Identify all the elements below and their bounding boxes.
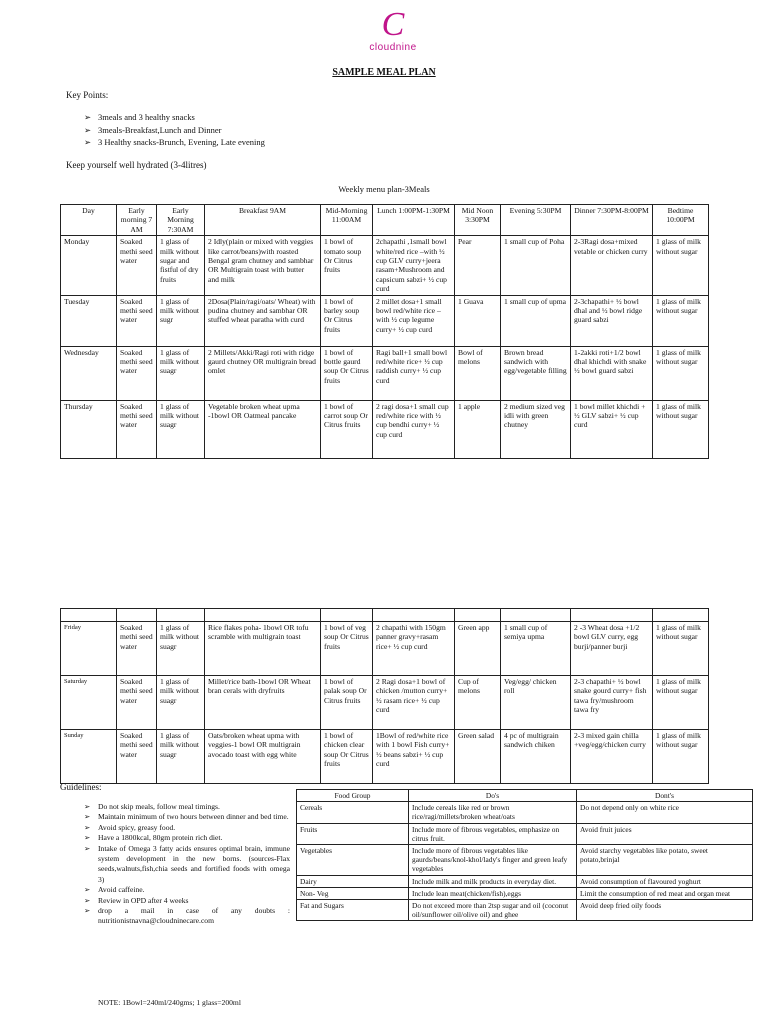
arrow-bullet-icon: ➢ bbox=[84, 137, 92, 147]
list-item bbox=[84, 124, 265, 137]
table-row bbox=[61, 622, 709, 676]
table-cell: Cup of melons bbox=[455, 676, 501, 730]
dos-donts-table bbox=[296, 789, 753, 921]
table-row bbox=[61, 346, 709, 400]
table-cell: 1 glass of milk without sugar bbox=[653, 730, 709, 784]
list-item bbox=[84, 111, 265, 124]
empty-cell bbox=[117, 609, 157, 622]
arrow-bullet-icon: ➢ bbox=[84, 843, 91, 853]
table-cell: 2-3 chapathi+ ½ bowl snake gourd curry+ fish tawa fry/mushroom tawa fry bbox=[571, 676, 653, 730]
table-header-row bbox=[61, 205, 709, 236]
empty-cell bbox=[157, 609, 205, 622]
arrow-bullet-icon: ➢ bbox=[84, 822, 91, 832]
cloudnine-logo bbox=[348, 8, 438, 53]
table-cell: Avoid deep fried oily foods bbox=[577, 900, 753, 921]
weekly-menu-title: Weekly menu plan-3Meals bbox=[338, 184, 430, 194]
table-cell: Friday bbox=[61, 622, 117, 676]
dos-body bbox=[297, 802, 753, 921]
table-cell: 1 Guava bbox=[455, 295, 501, 346]
table-cell: 2 Ragi dosa+1 bowl of chicken /mutton curry+ ½ rasam rice+ ½ cup curd bbox=[373, 676, 455, 730]
table-cell: 2-3 mixed gain chilla +veg/egg/chicken curry bbox=[571, 730, 653, 784]
table-cell: Avoid consumption of flavoured yoghurt bbox=[577, 875, 753, 887]
table-cell: Avoid starchy vegetables like potato, sweet potato,brinjal bbox=[577, 845, 753, 876]
header-early-morning-7am: Early morning 7 AM bbox=[117, 205, 157, 236]
table-cell: 1 glass of milk without sugar bbox=[653, 236, 709, 295]
table-cell: 1 glass of milk without suagr bbox=[157, 346, 205, 400]
list-item bbox=[84, 136, 265, 149]
table-cell: 2chapathi ,1small bowl white/red rice –with ½ cup GLV curry+jeera rasam+Mushroom and capsicum sabzi+ ½ cup curd bbox=[373, 236, 455, 295]
table-cell: 1 small cup of Poha bbox=[501, 236, 571, 295]
table-cell: Vegetables bbox=[297, 845, 409, 876]
table-cell: 2 millet dosa+1 small bowl red/white rice – with ½ cup legume curry+ ½ cup curd bbox=[373, 295, 455, 346]
table-cell: 1 glass of milk without suagr bbox=[157, 676, 205, 730]
table-row bbox=[297, 875, 753, 887]
table-cell: 1Bowl of red/white rice with 1 bowl Fish curry+ ½ beans sabzi+ ½ cup curd bbox=[373, 730, 455, 784]
table-cell: Soaked methi seed water bbox=[117, 236, 157, 295]
arrow-bullet-icon: ➢ bbox=[84, 906, 91, 916]
table-cell: Saturday bbox=[61, 676, 117, 730]
guideline-text: Maintain minimum of two hours between dinner and bed time. bbox=[98, 812, 289, 822]
measurement-note: NOTE: 1Bowl=240ml/240gms; 1 glass=200ml bbox=[98, 998, 241, 1007]
list-item bbox=[84, 896, 290, 906]
header-evening: Evening 5:30PM bbox=[501, 205, 571, 236]
table-cell: Include more of fibrous vegetables like gaurds/beans/knol-khol/lady's finger and green leafy vegetables bbox=[409, 845, 577, 876]
header-dos: Do's bbox=[409, 790, 577, 802]
week1-body bbox=[61, 236, 709, 458]
table-row bbox=[297, 900, 753, 921]
table-cell: Veg/egg/ chicken roll bbox=[501, 676, 571, 730]
table-row bbox=[61, 400, 709, 458]
table-cell: Soaked methi seed water bbox=[117, 622, 157, 676]
guidelines-heading: Guidelines: bbox=[60, 782, 102, 792]
empty-header-row bbox=[61, 609, 709, 622]
table-cell: 1 bowl of bottle gaurd soup Or Citrus fruits bbox=[321, 346, 373, 400]
table-cell: Include lean meat(chicken/fish),eggs bbox=[409, 887, 577, 899]
table-row bbox=[61, 236, 709, 295]
empty-cell bbox=[455, 609, 501, 622]
guideline-text: Avoid spicy, greasy food. bbox=[98, 822, 176, 832]
hydration-note: Keep yourself well hydrated (3-4litres) bbox=[66, 160, 207, 170]
header-mid-morning: Mid-Morning 11:00AM bbox=[321, 205, 373, 236]
table-cell: Green app bbox=[455, 622, 501, 676]
page-title: SAMPLE MEAL PLAN bbox=[332, 67, 436, 78]
table-cell: 1 small cup of upma bbox=[501, 295, 571, 346]
logo-mark: C bbox=[381, 6, 405, 43]
table-row bbox=[297, 887, 753, 899]
table-cell: Soaked methi seed water bbox=[117, 346, 157, 400]
guideline-text: Avoid caffeine. bbox=[98, 885, 145, 895]
table-cell: 2-3chapathi+ ½ bowl dhal and ½ bowl ridge guard sabzi bbox=[571, 295, 653, 346]
arrow-bullet-icon: ➢ bbox=[84, 124, 92, 135]
table-cell: Bowl of melons bbox=[455, 346, 501, 400]
logo-text: cloudnine bbox=[369, 42, 417, 53]
table-cell: 2Dosa(Plain/ragi/oats/ Wheat) with pudina chutney and sambhar OR stuffed wheat paratha with curd bbox=[205, 295, 321, 346]
table-cell: 1 apple bbox=[455, 400, 501, 458]
table-row bbox=[297, 802, 753, 823]
table-cell: 1 glass of milk without suagr bbox=[157, 400, 205, 458]
arrow-bullet-icon: ➢ bbox=[84, 112, 92, 122]
guideline-text: Intake of Omega 3 fatty acids ensures optimal brain, immune system development in the new borns. (sources-Flax seeds,walnuts,fish,chia seeds and fortified foods with omega 3) bbox=[98, 843, 290, 884]
table-cell: Thursday bbox=[61, 400, 117, 458]
header-breakfast: Breakfast 9AM bbox=[205, 205, 321, 236]
table-row bbox=[297, 845, 753, 876]
table-cell: Limit the consumption of red meat and organ meat bbox=[577, 887, 753, 899]
arrow-bullet-icon: ➢ bbox=[84, 885, 91, 895]
table-cell: 1 bowl millet khichdi + ½ GLV sabzi+ ½ cup curd bbox=[571, 400, 653, 458]
header-early-morning-730am: Early Morning 7:30AM bbox=[157, 205, 205, 236]
table-cell: 1 bowl of carrot soup Or Citrus fruits bbox=[321, 400, 373, 458]
table-cell: Soaked methi seed water bbox=[117, 676, 157, 730]
table-cell: Include more of fibrous vegetables, emphasize on citrus fruit. bbox=[409, 823, 577, 844]
table-cell: 1 glass of milk without sugar bbox=[653, 400, 709, 458]
table-cell: 2-3Ragi dosa+mixed vetable or chicken curry bbox=[571, 236, 653, 295]
guideline-text: Do not skip meals, follow meal timings. bbox=[98, 802, 220, 811]
table-cell: 1 glass of milk without sugr bbox=[157, 295, 205, 346]
table-cell: Ragi ball+1 small bowl red/white rice+ ½ cup raddish curry+ ½ cup curd bbox=[373, 346, 455, 400]
empty-cell bbox=[205, 609, 321, 622]
key-points-heading: Key Points: bbox=[66, 90, 109, 100]
table-cell: 1 glass of milk without suagr bbox=[157, 730, 205, 784]
table-cell: 1 bowl of barley soup Or Citrus fruits bbox=[321, 295, 373, 346]
table-cell: 2 Idly(plain or mixed with veggies like carrot/beans)with roasted Bengal gram chutney and sambhar OR Multigrain toast with butter and milk bbox=[205, 236, 321, 295]
table-cell: Include cereals like red or brown rice/ragi/millets/broken wheat/oats bbox=[409, 802, 577, 823]
table-cell: Soaked methi seed water bbox=[117, 730, 157, 784]
table-cell: 1 glass of milk without sugar bbox=[653, 622, 709, 676]
empty-cell bbox=[653, 609, 709, 622]
arrow-bullet-icon: ➢ bbox=[84, 895, 91, 905]
header-food-group: Food Group bbox=[297, 790, 409, 802]
table-cell: 1 glass of milk without suagr bbox=[157, 622, 205, 676]
table-cell: Cereals bbox=[297, 802, 409, 823]
header-lunch: Lunch 1:00PM-1:30PM bbox=[373, 205, 455, 236]
key-point-text: 3meals and 3 healthy snacks bbox=[98, 112, 195, 122]
key-point-text: 3 Healthy snacks-Brunch, Evening, Late evening bbox=[98, 137, 265, 147]
table-row bbox=[297, 823, 753, 844]
table-cell: 1 glass of milk without sugar bbox=[653, 295, 709, 346]
table-cell: 1 bowl of chicken clear soup Or Citrus fruits bbox=[321, 730, 373, 784]
table-cell: Pear bbox=[455, 236, 501, 295]
table-cell: Vegetable broken wheat upma -1bowl OR Oatmeal pancake bbox=[205, 400, 321, 458]
empty-cell bbox=[321, 609, 373, 622]
meal-plan-table-week2 bbox=[60, 608, 709, 784]
list-item bbox=[84, 812, 290, 822]
table-cell: Wednesday bbox=[61, 346, 117, 400]
list-item bbox=[84, 885, 290, 895]
header-donts: Dont's bbox=[577, 790, 753, 802]
table-cell: Soaked methi seed water bbox=[117, 295, 157, 346]
empty-cell bbox=[373, 609, 455, 622]
table-cell: 1 glass of milk without sugar bbox=[653, 676, 709, 730]
header-bedtime: Bedtime 10:00PM bbox=[653, 205, 709, 236]
guideline-text: Have a 1800kcal, 80gm protein rich diet. bbox=[98, 833, 223, 843]
header-dinner: Dinner 7:30PM-8:00PM bbox=[571, 205, 653, 236]
table-cell: 2 medium sized veg idli with green chutney bbox=[501, 400, 571, 458]
table-cell: Rice flakes poha- 1bowl OR tofu scramble with multigrain toast bbox=[205, 622, 321, 676]
empty-cell bbox=[571, 609, 653, 622]
table-cell: Do not depend only on white rice bbox=[577, 802, 753, 823]
header-day: Day bbox=[61, 205, 117, 236]
guideline-text: drop a mail in case of any doubts : nutritionistnavna@cloudninecare.com bbox=[98, 906, 290, 926]
table-cell: Non- Veg bbox=[297, 887, 409, 899]
table-row bbox=[61, 676, 709, 730]
list-item bbox=[84, 844, 290, 886]
table-cell: Soaked methi seed water bbox=[117, 400, 157, 458]
header-mid-noon: Mid Noon 3:30PM bbox=[455, 205, 501, 236]
table-cell: Fruits bbox=[297, 823, 409, 844]
key-points-list bbox=[84, 111, 265, 149]
table-cell: Green salad bbox=[455, 730, 501, 784]
table-cell: Oats/broken wheat upma with veggies-1 bowl OR multigrain avocado toast with egg white bbox=[205, 730, 321, 784]
table-cell: Dairy bbox=[297, 875, 409, 887]
table-cell: 1-2akki roti+1/2 bowl dhal khichdi with snake ½ bowl guard sabzi bbox=[571, 346, 653, 400]
table-cell: Do not exceed more than 2tsp sugar and oil (coconut oil/sunflower oil/olive oil) and ghee bbox=[409, 900, 577, 921]
table-cell: Tuesday bbox=[61, 295, 117, 346]
guideline-text: Review in OPD after 4 weeks bbox=[98, 895, 189, 905]
table-cell: 2 -3 Wheat dosa +1/2 bowl GLV curry, egg burji/panner burji bbox=[571, 622, 653, 676]
table-cell: 1 small cup of semiya upma bbox=[501, 622, 571, 676]
arrow-bullet-icon: ➢ bbox=[84, 812, 91, 822]
list-item bbox=[84, 823, 290, 833]
list-item bbox=[84, 906, 290, 927]
week2-body bbox=[61, 622, 709, 784]
table-cell: 1 glass of milk without sugar bbox=[653, 346, 709, 400]
table-cell: Fat and Sugars bbox=[297, 900, 409, 921]
table-cell: 2 Millets/Akki/Ragi roti with ridge gaurd chutney OR multigrain bread omlet bbox=[205, 346, 321, 400]
empty-cell bbox=[501, 609, 571, 622]
list-item bbox=[84, 802, 290, 812]
table-cell: Avoid fruit juices bbox=[577, 823, 753, 844]
meal-plan-table-week1 bbox=[60, 204, 709, 459]
table-row bbox=[61, 295, 709, 346]
table-cell: 2 ragi dosa+1 small cup red/white rice with ½ cup bendhi curry+ ½ cup curd bbox=[373, 400, 455, 458]
table-cell: Monday bbox=[61, 236, 117, 295]
table-cell: 1 bowl of palak soup Or Citrus fruits bbox=[321, 676, 373, 730]
table-row bbox=[61, 730, 709, 784]
empty-cell bbox=[61, 609, 117, 622]
table-cell: 2 chapathi with 150gm panner gravy+rasam rice+ ½ cup curd bbox=[373, 622, 455, 676]
table-cell: 1 bowl of veg soup Or Citrus fruits bbox=[321, 622, 373, 676]
table-cell: Millet/rice bath-1bowl OR Wheat bran cerals with dryfruits bbox=[205, 676, 321, 730]
arrow-bullet-icon: ➢ bbox=[84, 833, 91, 843]
table-cell: 1 bowl of tomato soup Or Citrus fruits bbox=[321, 236, 373, 295]
key-point-text: 3meals-Breakfast,Lunch and Dinner bbox=[98, 124, 222, 135]
table-header-row bbox=[297, 790, 753, 802]
table-cell: 1 glass of milk without sugar and fistful of dry fruits bbox=[157, 236, 205, 295]
guidelines-list bbox=[84, 802, 290, 927]
table-cell: Brown bread sandwich with egg/vegetable filling bbox=[501, 346, 571, 400]
table-cell: Include milk and milk products in everyday diet. bbox=[409, 875, 577, 887]
table-cell: Sunday bbox=[61, 730, 117, 784]
list-item bbox=[84, 833, 290, 843]
table-cell: 4 pc of multigrain sandwich chiken bbox=[501, 730, 571, 784]
arrow-bullet-icon: ➢ bbox=[84, 802, 91, 811]
